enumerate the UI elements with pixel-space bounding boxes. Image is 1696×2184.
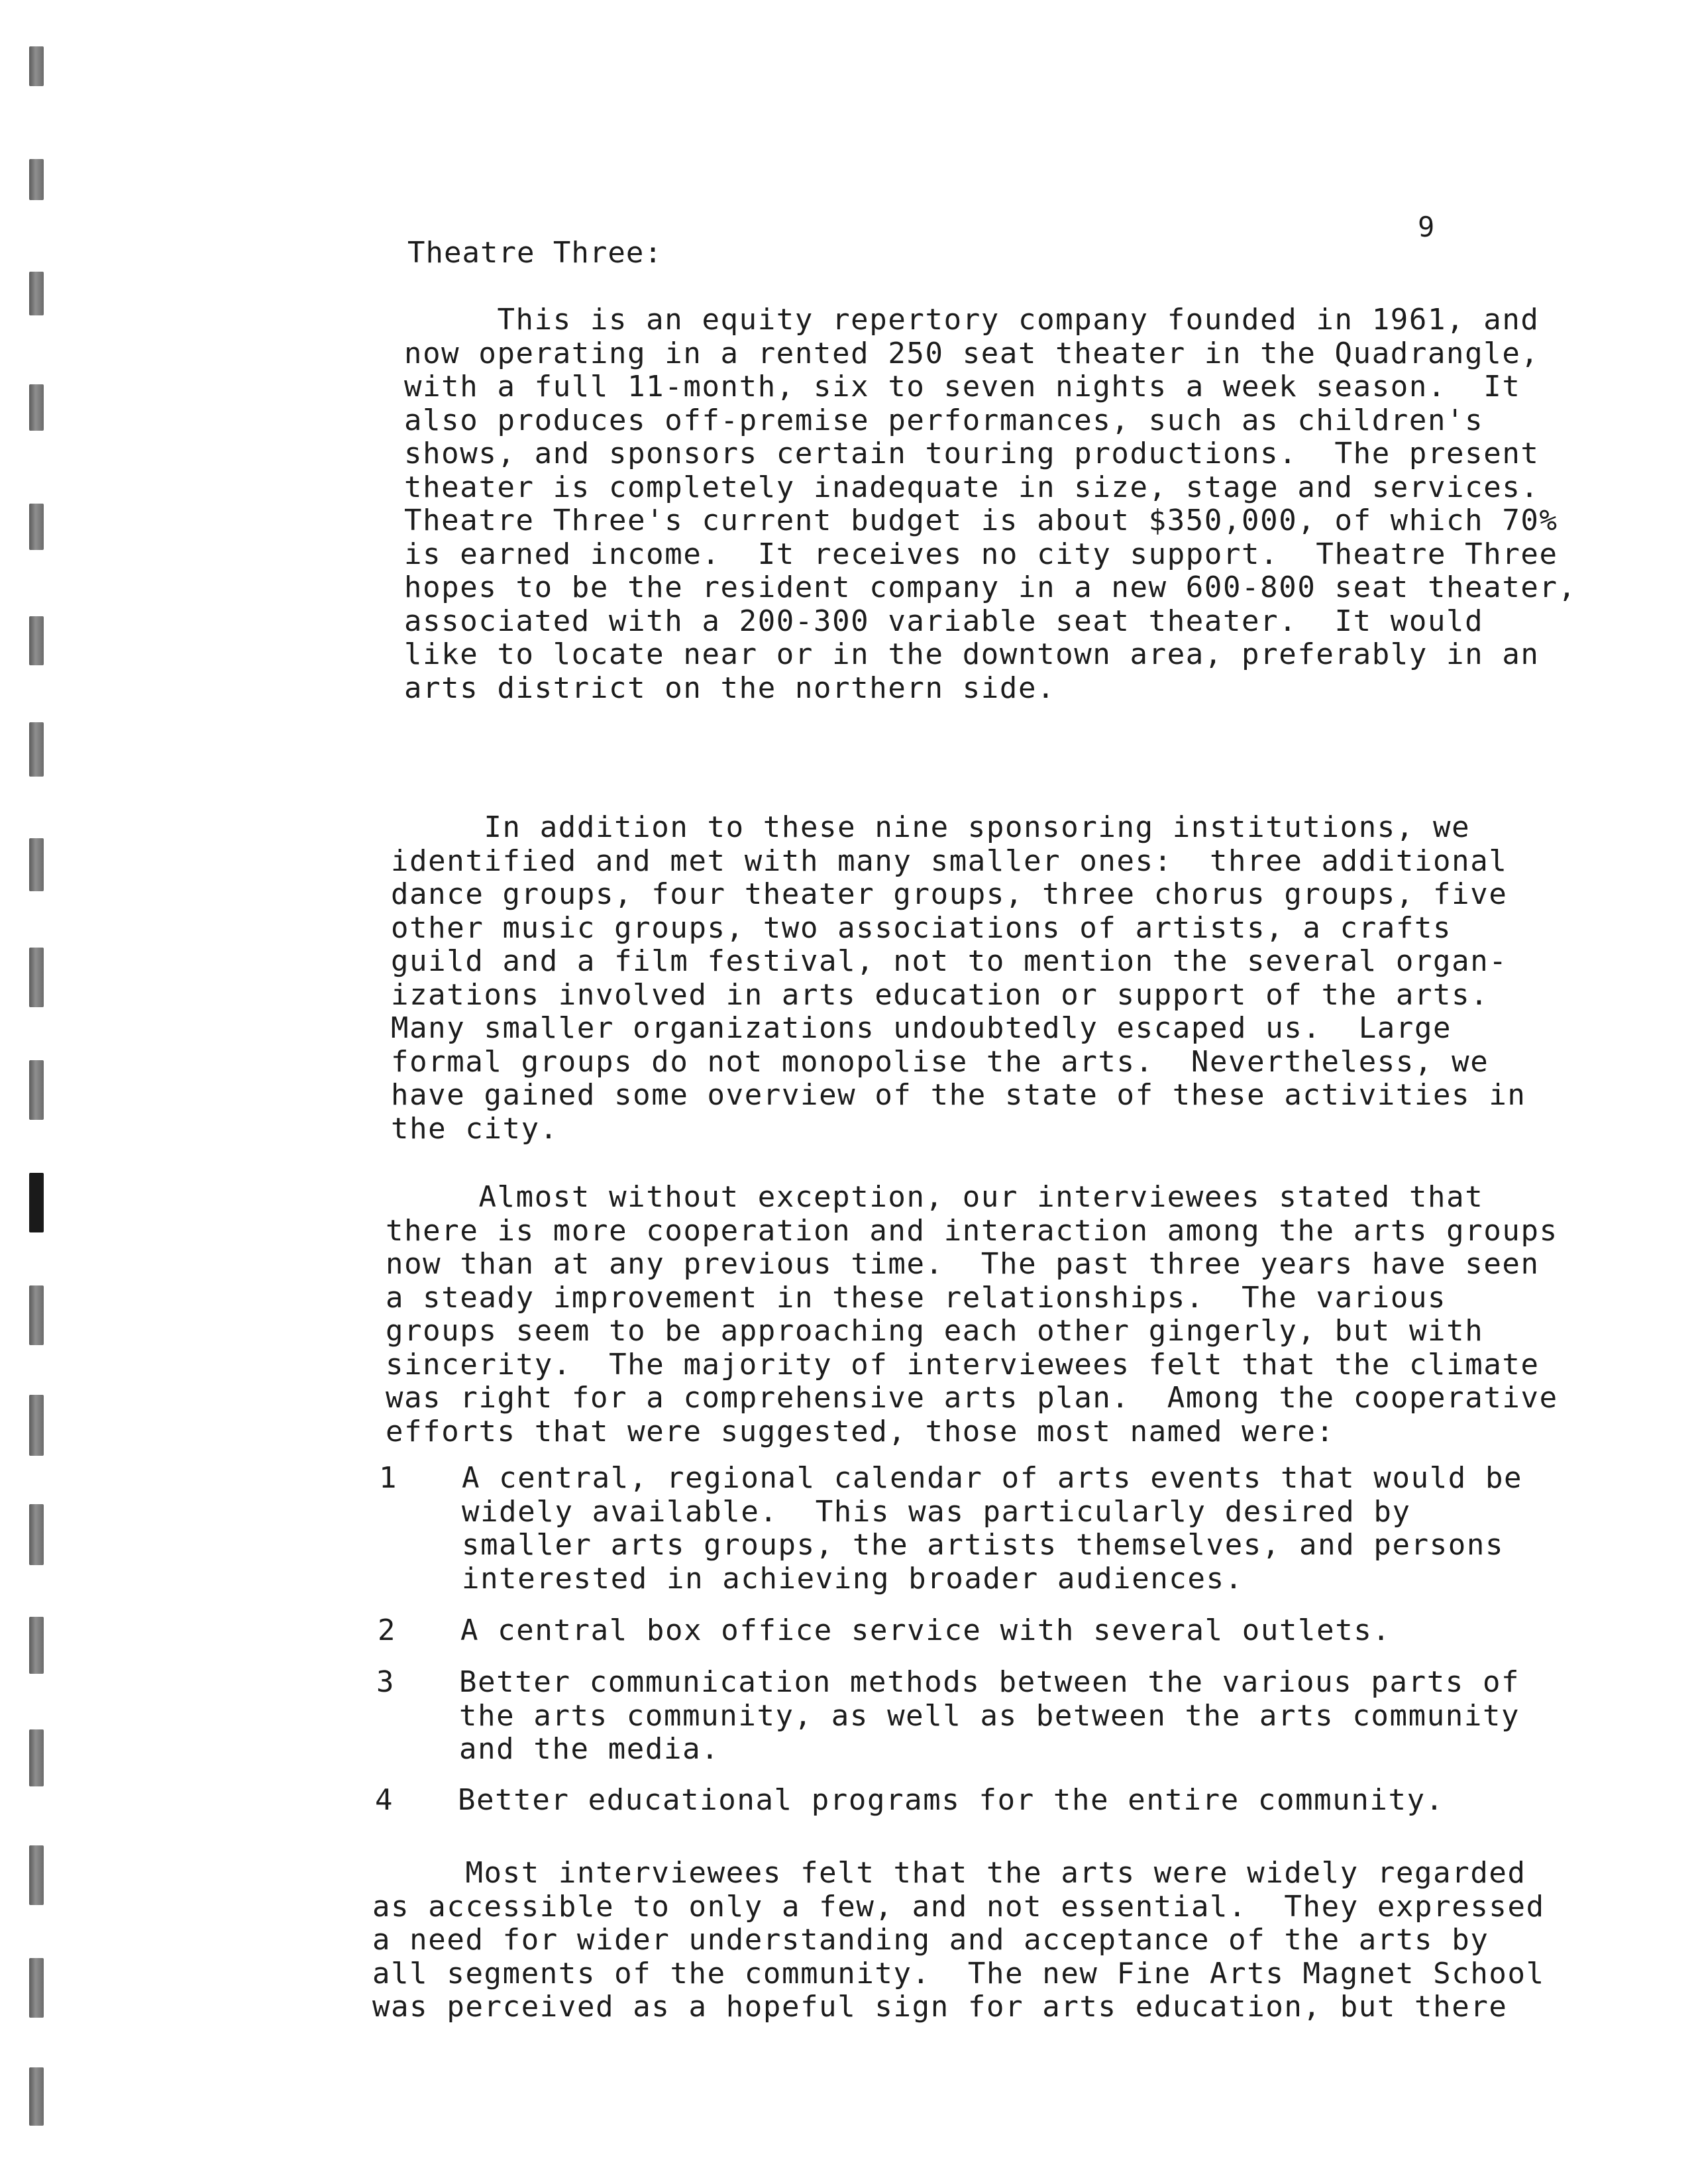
- punch-hole: [29, 1504, 44, 1565]
- list-item-text: A central, regional calendar of arts events that would be widely available. This was particularly desired by smaller arts groups, the artists themselves, and persons interested in achieving broader audiences.: [462, 1461, 1523, 1596]
- punch-hole: [29, 838, 44, 891]
- punch-hole: [29, 384, 44, 431]
- punch-hole: [29, 1617, 44, 1674]
- punch-hole: [29, 616, 44, 665]
- paragraph-smaller-institutions: In addition to these nine sponsoring institutions, we identified and met with many smaller ones: three additional dance groups, four theater groups, three chorus groups, five other music groups, two associations of artists, a crafts guild and a film festival, not to mention the several organ- izations involved in arts education or support of the arts. Many smaller organizations undoubtedly escaped us. Large formal groups do not monopolise the arts. Nevertheless, we have gained some overview of the state of these activities in the city.: [391, 810, 1526, 1146]
- page-number: 9: [1418, 211, 1435, 243]
- punch-hole: [29, 1060, 44, 1120]
- list-item-text: Better communication methods between the various parts of the arts community, as well as between the arts community and the media.: [459, 1665, 1520, 1766]
- punch-hole: [29, 1285, 44, 1345]
- punch-hole: [29, 504, 44, 550]
- punch-hole: [29, 1845, 44, 1905]
- punch-hole: [29, 1958, 44, 2018]
- list-item-number: 2: [378, 1613, 397, 1647]
- paragraph-accessibility: Most interviewees felt that the arts were widely regarded as accessible to only a few, and not essential. They expressed a need for wider understanding and acceptance of the arts by all segments of the community. The new Fine Arts Magnet School was perceived as a hopeful sign for arts education, but there: [372, 1856, 1545, 2024]
- list-item-text: Better educational programs for the entire community.: [458, 1783, 1444, 1817]
- punch-hole: [29, 46, 44, 86]
- section-title: Theatre Three:: [407, 236, 662, 270]
- punch-hole: [29, 2067, 44, 2126]
- punch-hole: [29, 1395, 44, 1456]
- list-item-number: 3: [376, 1665, 396, 1699]
- punch-hole: [29, 1729, 44, 1786]
- list-item-text: A central box office service with several outlets.: [460, 1613, 1391, 1647]
- punch-hole: [29, 948, 44, 1007]
- punch-hole: [29, 272, 44, 315]
- paragraph-cooperation: Almost without exception, our interviewees stated that there is more cooperation and interaction among the arts groups now than at any previous time. The past three years have seen a steady improvement in these relationships. The various groups seem to be approaching each other gingerly, but with sincerity. The majority of interviewees felt that the climate was right for a comprehensive arts plan. Among the cooperative efforts that were suggested, those most named were:: [386, 1180, 1558, 1448]
- binding-holes: [0, 0, 60, 2184]
- punch-hole: [29, 159, 44, 200]
- paragraph-theatre-three: This is an equity repertory company founded in 1961, and now operating in a rented 250 seat theater in the Quadrangle, with a full 11-month, six to seven nights a week season. It also produces off-premise performances, such as children's shows, and sponsors certain touring productions. The present theater is completely inadequate in size, stage and services. Theatre Three's current budget is about $350,000, of which 70% is earned income. It receives no city support. Theatre Three hopes to be the resident company in a new 600-800 seat theater, associated with a 200-300 variable seat theater. It would like to locate near or in the downtown area, preferably in an arts district on the northern side.: [404, 303, 1577, 705]
- list-item-number: 1: [379, 1461, 398, 1495]
- list-item-number: 4: [375, 1783, 394, 1817]
- punch-hole: [29, 1173, 44, 1232]
- punch-hole: [29, 722, 44, 777]
